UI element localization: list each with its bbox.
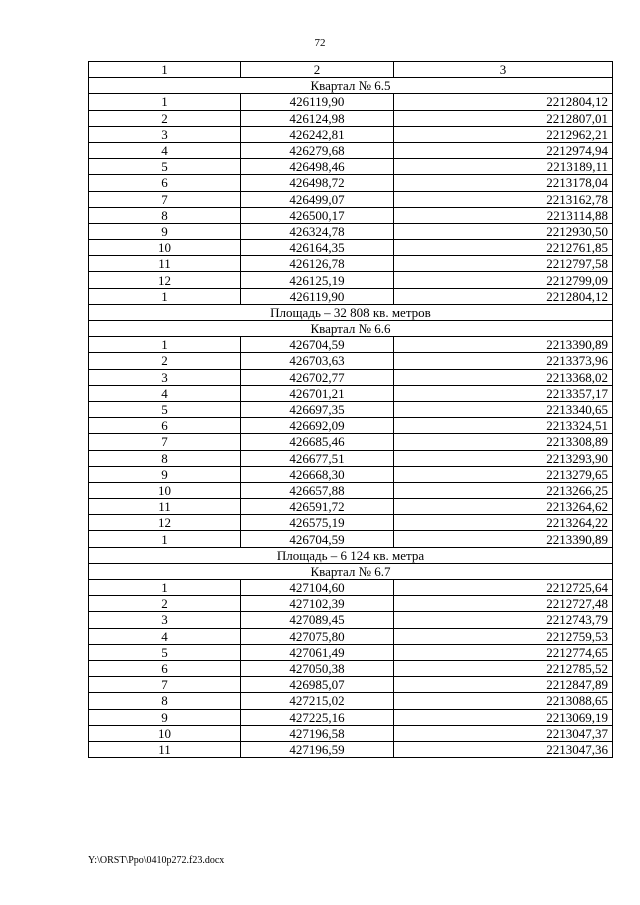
section-title: Квартал № 6.7	[89, 563, 613, 579]
coordinate-y: 2212761,85	[394, 240, 613, 256]
coordinate-x: 426704,59	[241, 531, 394, 547]
point-number: 12	[89, 515, 241, 531]
table-row	[89, 660, 613, 676]
table-row	[89, 272, 613, 288]
coordinate-y: 2213308,89	[394, 434, 613, 450]
point-number: 1	[89, 580, 241, 596]
coordinate-x: 426702,77	[241, 369, 394, 385]
point-number: 5	[89, 401, 241, 417]
coordinate-x: 426324,78	[241, 223, 394, 239]
coordinate-y: 2212743,79	[394, 612, 613, 628]
coordinate-x: 427196,59	[241, 741, 394, 757]
point-number: 8	[89, 450, 241, 466]
coordinate-y: 2213293,90	[394, 450, 613, 466]
area-text: Площадь – 32 808 кв. метров	[89, 304, 613, 320]
table-row	[89, 288, 613, 304]
point-number: 2	[89, 596, 241, 612]
point-number: 8	[89, 207, 241, 223]
point-number: 10	[89, 482, 241, 498]
point-number: 3	[89, 126, 241, 142]
header-cell-1: 1	[89, 62, 241, 78]
coordinate-x: 427061,49	[241, 644, 394, 660]
point-number: 11	[89, 256, 241, 272]
point-number: 4	[89, 385, 241, 401]
coordinate-x: 426668,30	[241, 466, 394, 482]
table-row	[89, 644, 613, 660]
point-number: 2	[89, 110, 241, 126]
point-number: 4	[89, 142, 241, 158]
header-cell-2: 2	[241, 62, 394, 78]
coordinate-x: 426591,72	[241, 499, 394, 515]
point-number: 1	[89, 337, 241, 353]
table-row	[89, 693, 613, 709]
point-number: 1	[89, 288, 241, 304]
coordinate-y: 2213114,88	[394, 207, 613, 223]
point-number: 12	[89, 272, 241, 288]
coordinate-x: 426279,68	[241, 142, 394, 158]
coordinate-x: 426692,09	[241, 418, 394, 434]
point-number: 3	[89, 369, 241, 385]
table-row	[89, 175, 613, 191]
coordinate-x: 426704,59	[241, 337, 394, 353]
coordinate-y: 2212797,58	[394, 256, 613, 272]
coordinates-table-body	[89, 62, 613, 758]
coordinate-x: 426119,90	[241, 288, 394, 304]
point-number: 2	[89, 353, 241, 369]
coordinate-x: 426499,07	[241, 191, 394, 207]
coordinate-x: 427196,58	[241, 725, 394, 741]
table-row	[89, 596, 613, 612]
table-row	[89, 499, 613, 515]
area-row	[89, 547, 613, 563]
coordinate-y: 2213357,17	[394, 385, 613, 401]
point-number: 6	[89, 418, 241, 434]
coordinate-x: 426124,98	[241, 110, 394, 126]
table-row	[89, 628, 613, 644]
header-cell-3: 3	[394, 62, 613, 78]
point-number: 11	[89, 741, 241, 757]
coordinate-x: 426985,07	[241, 677, 394, 693]
table-row	[89, 191, 613, 207]
coordinate-y: 2212759,53	[394, 628, 613, 644]
coordinate-x: 426575,19	[241, 515, 394, 531]
point-number: 4	[89, 628, 241, 644]
coordinate-y: 2212930,50	[394, 223, 613, 239]
coordinate-y: 2213390,89	[394, 337, 613, 353]
coordinate-y: 2213264,62	[394, 499, 613, 515]
table-row	[89, 466, 613, 482]
point-number: 6	[89, 660, 241, 676]
point-number: 10	[89, 240, 241, 256]
coordinate-y: 2212974,94	[394, 142, 613, 158]
section-title-row	[89, 78, 613, 94]
coordinate-y: 2213047,37	[394, 725, 613, 741]
coordinate-y: 2212962,21	[394, 126, 613, 142]
coordinate-y: 2212774,65	[394, 644, 613, 660]
table-row	[89, 159, 613, 175]
coordinate-x: 427104,60	[241, 580, 394, 596]
table-row	[89, 401, 613, 417]
point-number: 9	[89, 223, 241, 239]
coordinate-x: 426657,88	[241, 482, 394, 498]
coordinates-table	[88, 61, 613, 758]
table-row	[89, 515, 613, 531]
point-number: 3	[89, 612, 241, 628]
coordinate-y: 2213266,25	[394, 482, 613, 498]
section-title-row	[89, 321, 613, 337]
area-text: Площадь – 6 124 кв. метра	[89, 547, 613, 563]
coordinate-x: 426685,46	[241, 434, 394, 450]
coordinate-x: 427225,16	[241, 709, 394, 725]
table-row	[89, 434, 613, 450]
coordinate-x: 427089,45	[241, 612, 394, 628]
coordinate-y: 2213162,78	[394, 191, 613, 207]
point-number: 9	[89, 466, 241, 482]
coordinate-y: 2213178,04	[394, 175, 613, 191]
table-row	[89, 207, 613, 223]
point-number: 8	[89, 693, 241, 709]
coordinate-y: 2213069,19	[394, 709, 613, 725]
coordinate-y: 2213340,65	[394, 401, 613, 417]
table-row	[89, 240, 613, 256]
coordinate-x: 426242,81	[241, 126, 394, 142]
table-row	[89, 223, 613, 239]
table-row	[89, 580, 613, 596]
coordinate-y: 2213390,89	[394, 531, 613, 547]
table-row	[89, 256, 613, 272]
area-row	[89, 304, 613, 320]
section-title-row	[89, 563, 613, 579]
coordinate-y: 2212785,52	[394, 660, 613, 676]
table-row	[89, 418, 613, 434]
coordinate-x: 426126,78	[241, 256, 394, 272]
table-row	[89, 450, 613, 466]
point-number: 7	[89, 434, 241, 450]
table-row	[89, 612, 613, 628]
point-number: 9	[89, 709, 241, 725]
coordinate-y: 2212727,48	[394, 596, 613, 612]
coordinate-y: 2213368,02	[394, 369, 613, 385]
table-row	[89, 482, 613, 498]
coordinate-y: 2212799,09	[394, 272, 613, 288]
point-number: 11	[89, 499, 241, 515]
table-row	[89, 725, 613, 741]
section-title: Квартал № 6.5	[89, 78, 613, 94]
table-row	[89, 531, 613, 547]
coordinate-x: 426697,35	[241, 401, 394, 417]
table-row	[89, 709, 613, 725]
header-row	[89, 62, 613, 78]
coordinate-y: 2213088,65	[394, 693, 613, 709]
table-row	[89, 741, 613, 757]
coordinate-y: 2213324,51	[394, 418, 613, 434]
coordinate-y: 2212847,89	[394, 677, 613, 693]
table-row	[89, 126, 613, 142]
table-row	[89, 369, 613, 385]
table-row	[89, 142, 613, 158]
coordinate-x: 426701,21	[241, 385, 394, 401]
section-title: Квартал № 6.6	[89, 321, 613, 337]
table-row	[89, 110, 613, 126]
coordinate-y: 2213264,22	[394, 515, 613, 531]
point-number: 7	[89, 677, 241, 693]
table-row	[89, 353, 613, 369]
page-number: 72	[314, 37, 326, 49]
coordinate-y: 2212807,01	[394, 110, 613, 126]
coordinate-y: 2213279,65	[394, 466, 613, 482]
point-number: 1	[89, 531, 241, 547]
point-number: 10	[89, 725, 241, 741]
point-number: 5	[89, 644, 241, 660]
point-number: 6	[89, 175, 241, 191]
coordinate-y: 2213047,36	[394, 741, 613, 757]
coordinate-x: 426703,63	[241, 353, 394, 369]
coordinate-x: 426119,90	[241, 94, 394, 110]
coordinate-y: 2212804,12	[394, 288, 613, 304]
coordinate-x: 427075,80	[241, 628, 394, 644]
coordinate-x: 427102,39	[241, 596, 394, 612]
table-row	[89, 94, 613, 110]
coordinate-x: 426677,51	[241, 450, 394, 466]
table-row	[89, 677, 613, 693]
coordinate-y: 2212725,64	[394, 580, 613, 596]
coordinate-x: 426500,17	[241, 207, 394, 223]
coordinate-y: 2213373,96	[394, 353, 613, 369]
coordinate-x: 427215,02	[241, 693, 394, 709]
point-number: 1	[89, 94, 241, 110]
point-number: 7	[89, 191, 241, 207]
point-number: 5	[89, 159, 241, 175]
coordinate-y: 2212804,12	[394, 94, 613, 110]
coordinate-x: 427050,38	[241, 660, 394, 676]
coordinate-x: 426498,72	[241, 175, 394, 191]
coordinate-x: 426164,35	[241, 240, 394, 256]
coordinate-x: 426125,19	[241, 272, 394, 288]
file-path-footer: Y:\ORST\Ppo\0410p272.f23.docx	[88, 855, 225, 866]
table-row	[89, 337, 613, 353]
coordinate-y: 2213189,11	[394, 159, 613, 175]
table-row	[89, 385, 613, 401]
coordinate-x: 426498,46	[241, 159, 394, 175]
